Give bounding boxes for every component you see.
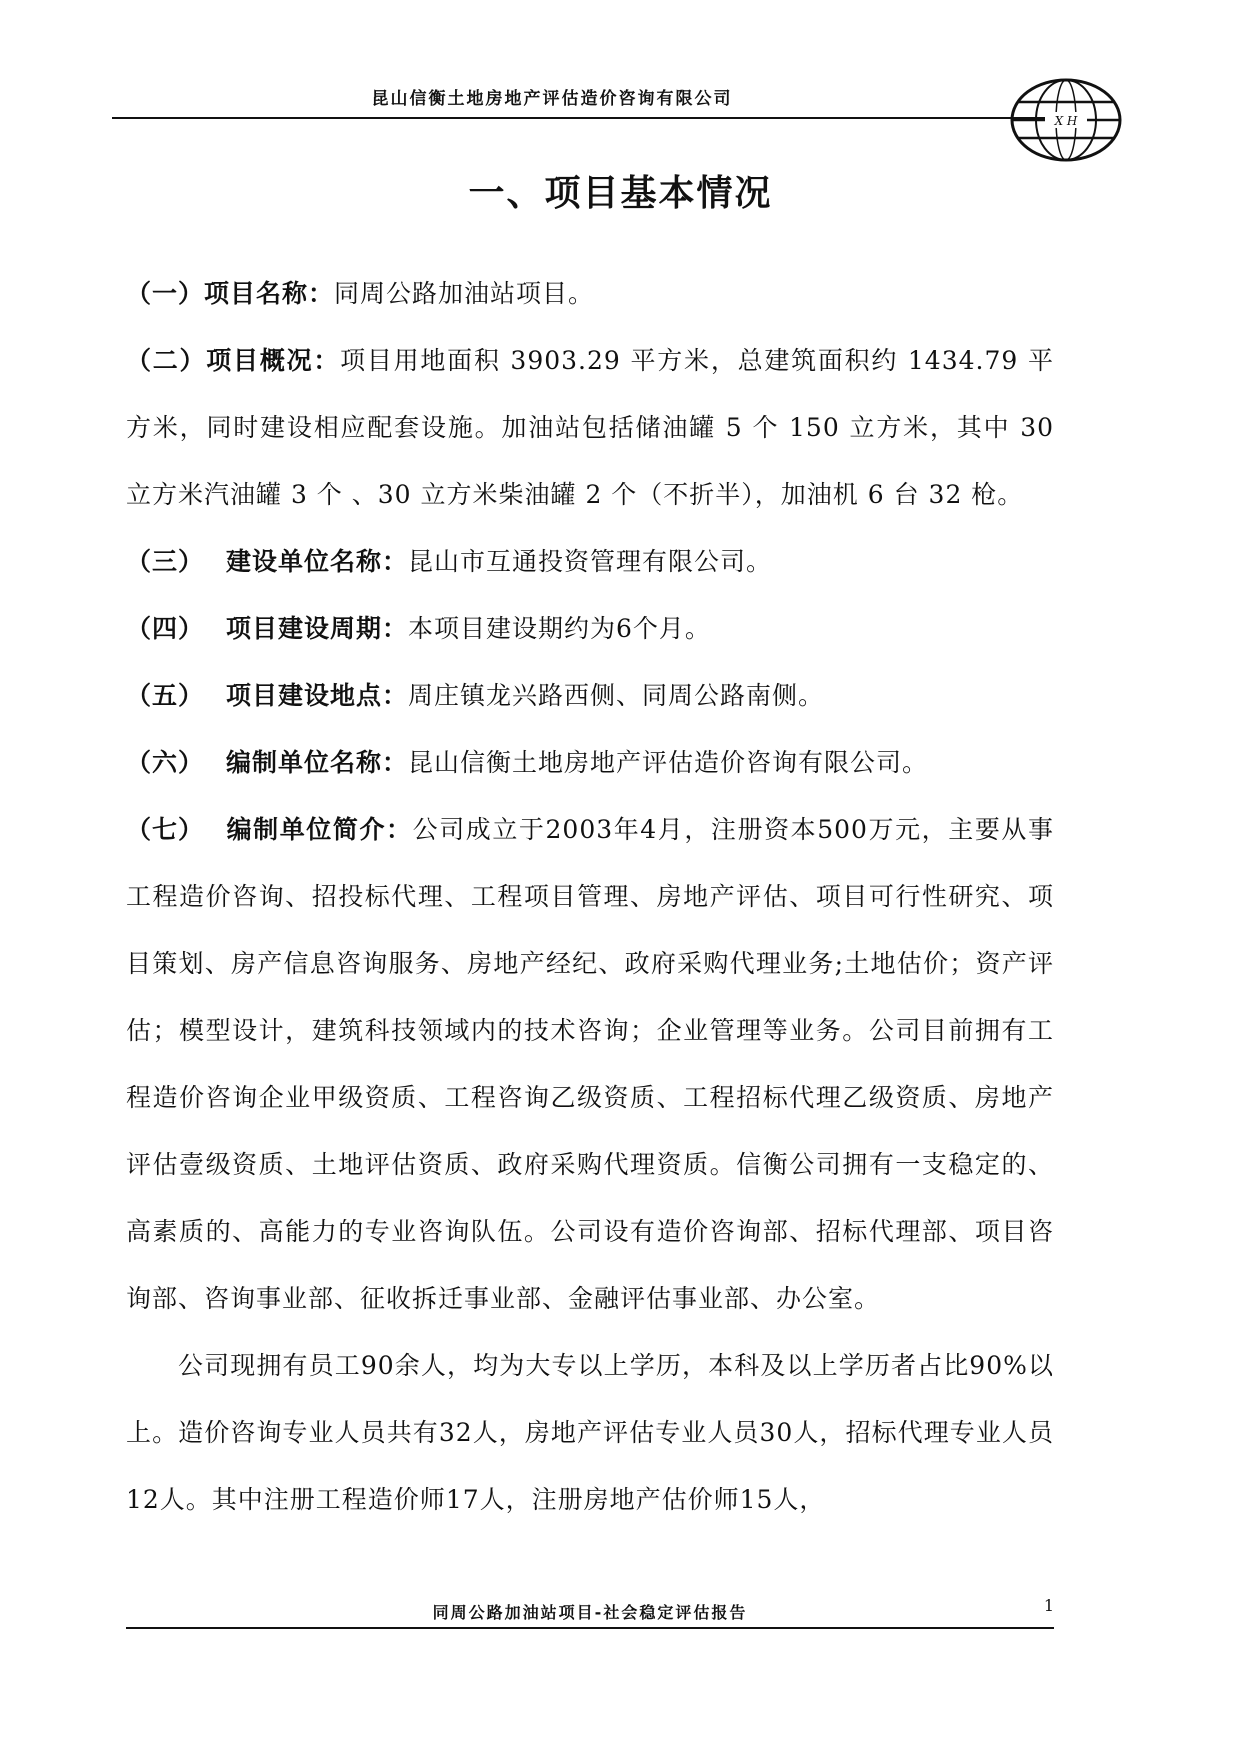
- item-builder-name: （三） 建设单位名称：昆山市互通投资管理有限公司。: [126, 547, 773, 576]
- header-rule: [112, 117, 1052, 119]
- item-compiler-name: （六） 编制单位名称：昆山信衡土地房地产评估造价咨询有限公司。: [126, 748, 929, 777]
- footer-rule: [126, 1627, 1054, 1629]
- logo-text: X H: [1054, 114, 1078, 128]
- header-company-name: 昆山信衡土地房地产评估造价咨询有限公司: [371, 89, 733, 109]
- item-construction-period: （四） 项目建设周期：本项目建设期约为6个月。: [126, 614, 711, 643]
- item-construction-location: （五） 项目建设地点：周庄镇龙兴路西侧、同周公路南侧。: [126, 681, 825, 710]
- page-number: 1: [1043, 1596, 1054, 1615]
- document-body: [126, 260, 1054, 1533]
- section-title: 一、项目基本情况: [468, 173, 773, 214]
- item-project-overview: （二）项目概况：项目用地面积 3903.29 平方米，总建筑面积约 1434.79 平方米，同时建设相应配套设施。加油站包括储油罐 5 个 150 立方米，其中 30 立方米汽油罐 3 个 、30 立方米柴油罐 2 个（不折半），加油机 6 台 32 枪。: [126, 346, 1054, 509]
- page-footer: [126, 1596, 1054, 1640]
- company-globe-logo: [1009, 76, 1123, 164]
- footer-report-title: 同周公路加油站项目-社会稳定评估报告: [432, 1603, 748, 1622]
- item-compiler-profile: （七） 编制单位简介：公司成立于2003年4月，注册资本500万元，主要从事工程造价咨询、招投标代理、工程项目管理、房地产评估、项目可行性研究、项目策划、房产信息咨询服务、房地产经纪、政府采购代理业务;土地估价；资产评估；模型设计，建筑科技领域内的技术咨询；企业管理等业务。公司目前拥有工程造价咨询企业甲级资质、工程咨询乙级资质、工程招标代理乙级资质、房地产评估壹级资质、土地评估资质、政府采购代理资质。信衡公司拥有一支稳定的、高素质的、高能力的专业咨询队伍。公司设有造价咨询部、招标代理部、项目咨询部、咨询事业部、征收拆迁事业部、金融评估事业部、办公室。: [126, 815, 1054, 1313]
- page-header: [112, 84, 1052, 120]
- item-project-name: （一）项目名称：同周公路加油站项目。: [126, 279, 595, 308]
- staff-paragraph: 公司现拥有员工90余人，均为大专以上学历，本科及以上学历者占比90%以上。造价咨询专业人员共有32人，房地产评估专业人员30人，招标代理专业人员12人。其中注册工程造价师17人，注册房地产估价师15人，: [126, 1351, 1054, 1514]
